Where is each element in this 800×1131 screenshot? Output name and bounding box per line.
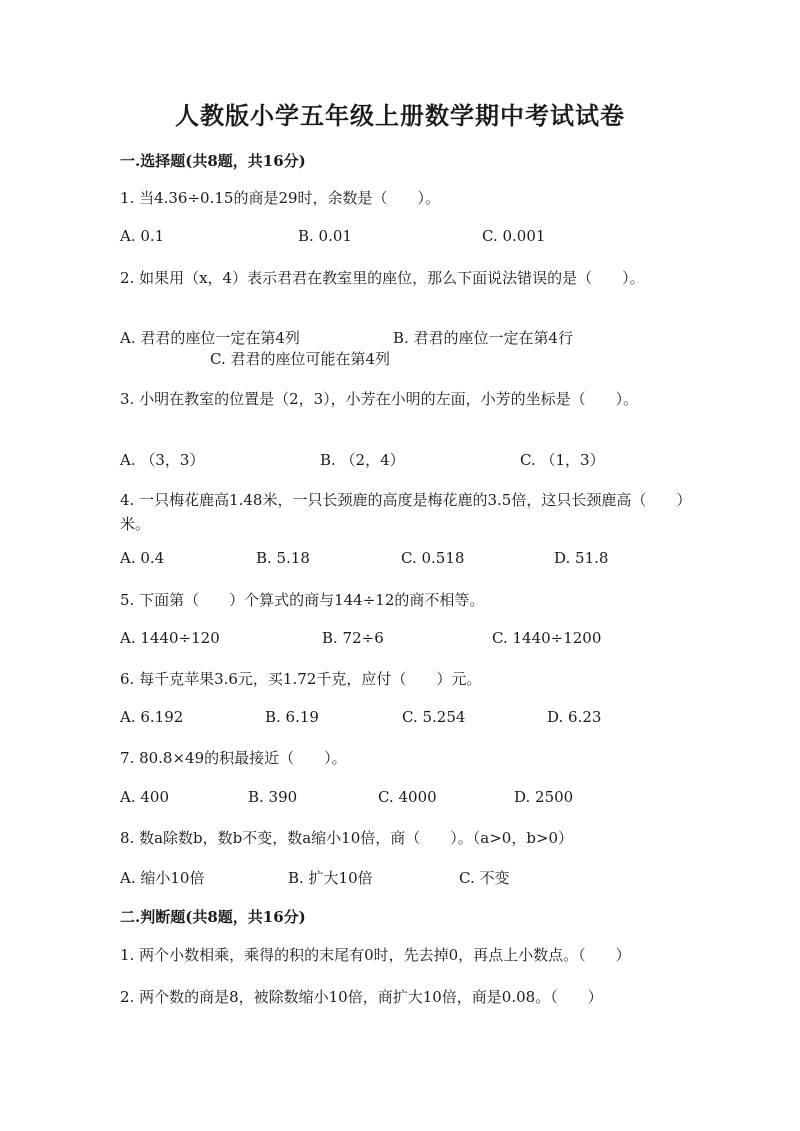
options-1 xyxy=(120,227,685,249)
section-heading-choice: 一.选择题(共8题，共16分) xyxy=(120,152,306,170)
option-b: B. 72÷6 xyxy=(322,629,384,647)
exam-title: 人教版小学五年级上册数学期中考试试卷 xyxy=(175,101,625,130)
option-a: A. 6.192 xyxy=(120,708,184,726)
question-1: 1. 当4.36÷0.15的商是29时，余数是（ ）。 xyxy=(120,189,441,207)
section-heading-judgement: 二.判断题(共8题，共16分) xyxy=(120,908,306,926)
option-c: C. 4000 xyxy=(378,788,437,806)
option-c: C. 不变 xyxy=(459,869,510,887)
option-a: A. 君君的座位一定在第4列 xyxy=(120,329,300,347)
question-4: 4. 一只梅花鹿高1.48米，一只长颈鹿的高度是梅花鹿的3.5倍，这只长颈鹿高（ ）米。 xyxy=(120,491,684,533)
question-8: 8. 数a除数b，数b不变，数a缩小10倍，商（ ）。（a>0，b>0） xyxy=(120,829,574,847)
option-a: A. 1440÷120 xyxy=(120,629,220,647)
judgement-question-1: 1. 两个小数相乘，乘得的积的末尾有0时，先去掉0，再点上小数点。（ ） xyxy=(120,946,631,964)
options-2 xyxy=(120,327,685,371)
options-3 xyxy=(120,449,685,471)
judgement-question-2: 2. 两个数的商是8，被除数缩小10倍，商扩大10倍，商是0.08。（ ） xyxy=(120,988,603,1006)
option-a: A. 0.1 xyxy=(120,227,165,245)
option-b: B. （2，4） xyxy=(320,451,405,469)
option-c: C. （1，3） xyxy=(520,451,605,469)
option-c: C. 0.518 xyxy=(401,549,465,567)
option-d: D. 2500 xyxy=(514,788,574,806)
option-b: B. 君君的座位一定在第4行 xyxy=(393,329,574,347)
option-c: C. 君君的座位可能在第4列 xyxy=(210,350,391,368)
option-a: A. 0.4 xyxy=(120,549,165,567)
question-6: 6. 每千克苹果3.6元，买1.72千克，应付（ ）元。 xyxy=(120,670,482,688)
option-a: A. （3，3） xyxy=(120,451,205,469)
option-a: A. 400 xyxy=(120,788,169,806)
option-b: B. 扩大10倍 xyxy=(288,869,373,887)
question-3: 3. 小明在教室的位置是（2，3），小芳在小明的左面，小芳的坐标是（ ）。 xyxy=(120,390,639,408)
option-c: C. 0.001 xyxy=(482,227,546,245)
option-b: B. 6.19 xyxy=(265,708,319,726)
option-b: B. 390 xyxy=(248,788,298,806)
option-d: D. 6.23 xyxy=(547,708,602,726)
options-4 xyxy=(120,549,685,571)
option-a: A. 缩小10倍 xyxy=(120,869,205,887)
option-b: B. 5.18 xyxy=(256,549,310,567)
option-c: C. 1440÷1200 xyxy=(492,629,602,647)
options-6 xyxy=(120,708,685,730)
question-2: 2. 如果用（x，4）表示君君在教室里的座位，那么下面说法错误的是（ ）。 xyxy=(120,269,645,287)
options-5 xyxy=(120,629,685,651)
options-7 xyxy=(120,788,685,810)
question-5: 5. 下面第（ ）个算式的商与144÷12的商不相等。 xyxy=(120,591,485,609)
question-7: 7. 80.8×49的积最接近（ ）。 xyxy=(120,749,347,767)
option-c: C. 5.254 xyxy=(402,708,466,726)
option-d: D. 51.8 xyxy=(554,549,609,567)
options-8 xyxy=(120,867,685,889)
option-b: B. 0.01 xyxy=(298,227,352,245)
